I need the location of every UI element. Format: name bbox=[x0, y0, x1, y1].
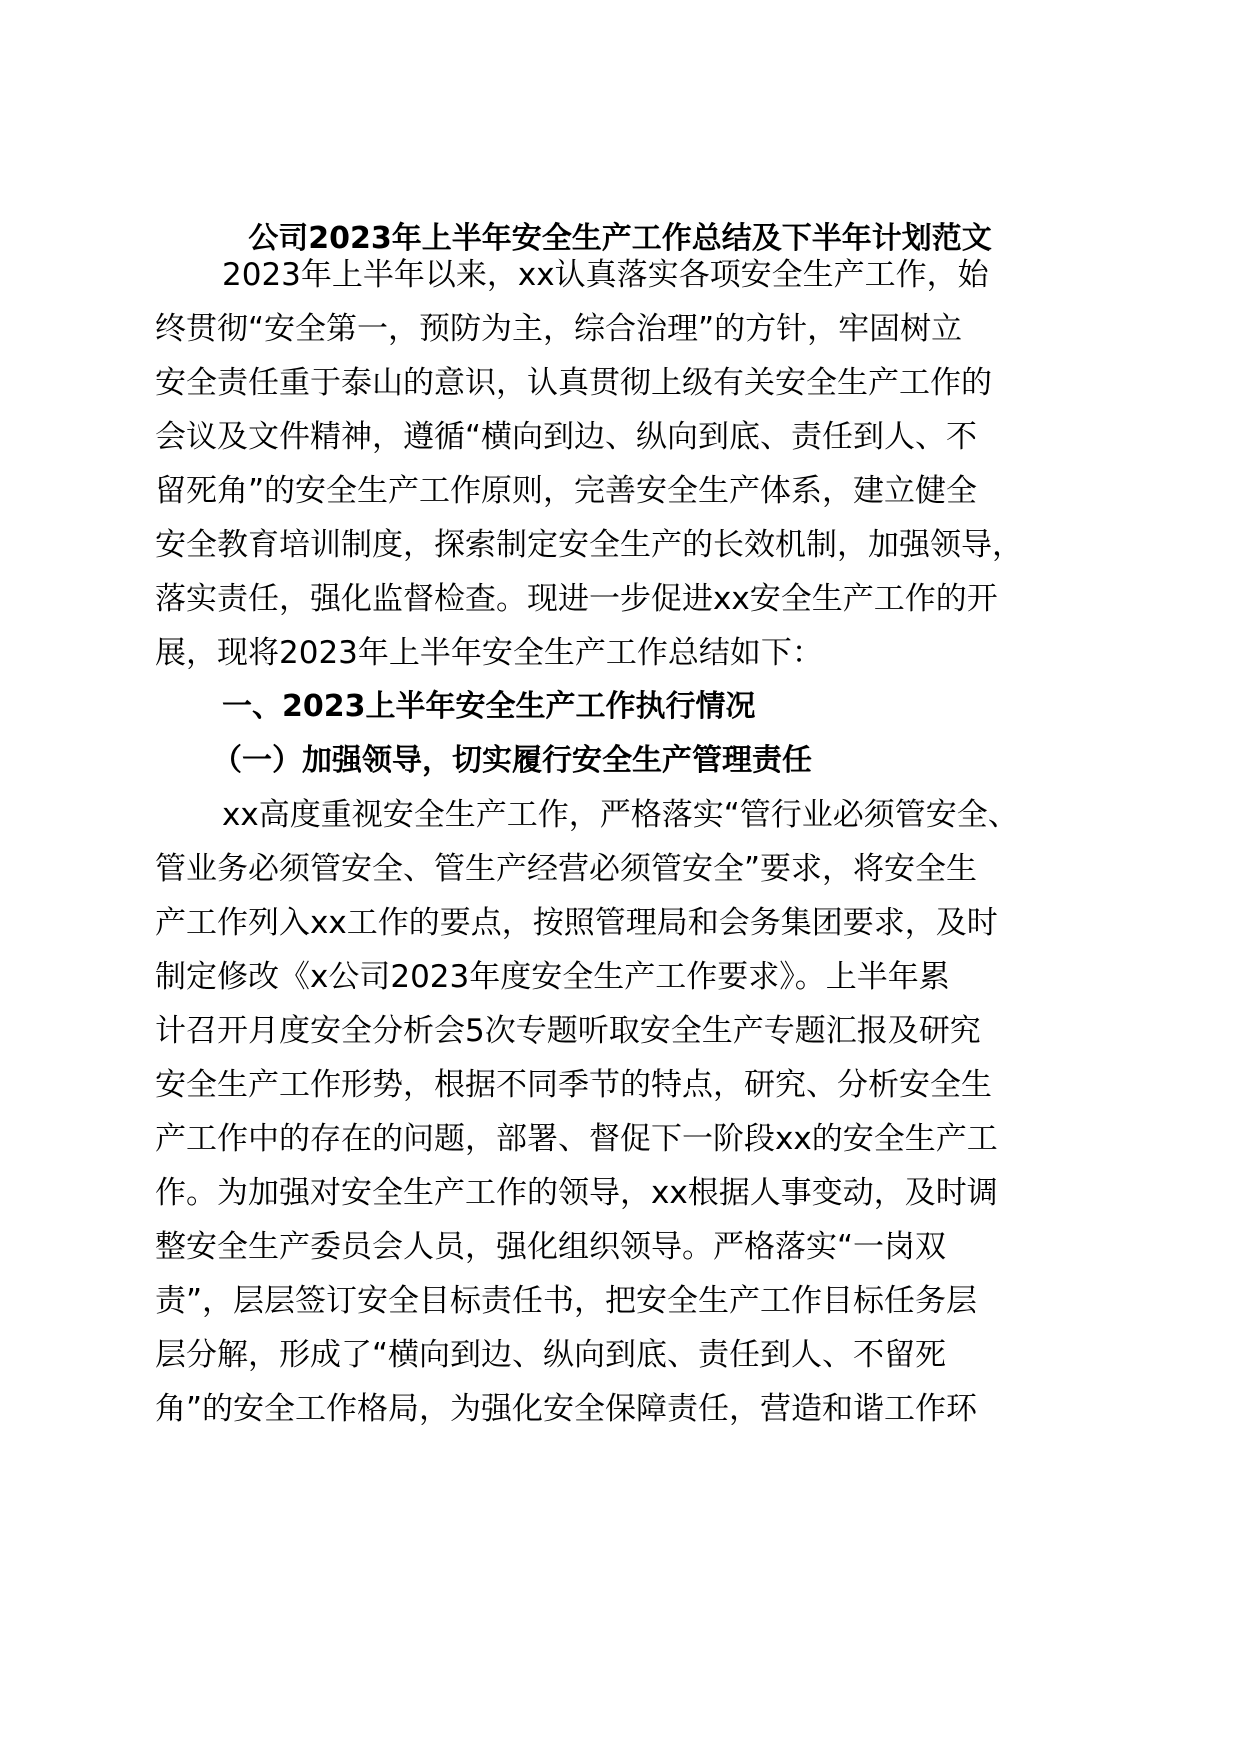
intro-line: 终贯彻“安全第一，预防为主，综合治理”的方针，牢固树立 bbox=[155, 311, 963, 347]
subsection-heading: （一）加强领导，切实履行安全生产管理责任 bbox=[212, 743, 812, 778]
body-line: 角”的安全工作格局，为强化安全保障责任，营造和谐工作环 bbox=[155, 1391, 978, 1427]
intro-line: 展，现将2023年上半年安全生产工作总结如下： bbox=[155, 635, 823, 671]
intro-line: 落实责任，强化监督检查。现进一步促进xx安全生产工作的开 bbox=[155, 581, 998, 617]
intro-line: 留死角”的安全生产工作原则，完善安全生产体系，建立健全 bbox=[155, 473, 978, 509]
body-line: 层分解，形成了“横向到边、纵向到底、责任到人、不留死 bbox=[155, 1337, 947, 1373]
body-line: 制定修改《x公司2023年度安全生产工作要求》。上半年累 bbox=[155, 959, 950, 995]
body-line: 责”，层层签订安全目标责任书，把安全生产工作目标任务层 bbox=[155, 1283, 978, 1319]
section-heading: 一、2023上半年安全生产工作执行情况 bbox=[222, 689, 756, 724]
body-line: xx高度重视安全生产工作，严格落实“管行业必须管安全、 bbox=[222, 797, 1019, 833]
intro-line: 会议及文件精神，遵循“横向到边、纵向到底、责任到人、不 bbox=[155, 419, 978, 455]
body-line: 计召开月度安全分析会5次专题听取安全生产专题汇报及研究 bbox=[155, 1013, 981, 1049]
intro-line: 安全责任重于泰山的意识，认真贯彻上级有关安全生产工作的 bbox=[155, 365, 992, 401]
document-title: 公司2023年上半年安全生产工作总结及下半年计划范文 bbox=[248, 221, 992, 256]
body-line: 整安全生产委员会人员，强化组织领导。严格落实“一岗双 bbox=[155, 1229, 947, 1265]
body-line: 安全生产工作形势，根据不同季节的特点，研究、分析安全生 bbox=[155, 1067, 992, 1103]
body-line: 作。为加强对安全生产工作的领导，xx根据人事变动，及时调 bbox=[155, 1175, 998, 1211]
body-line: 产工作列入xx工作的要点，按照管理局和会务集团要求，及时 bbox=[155, 905, 998, 941]
body-line: 管业务必须管安全、管生产经营必须管安全”要求，将安全生 bbox=[155, 851, 978, 887]
body-line: 产工作中的存在的问题，部署、督促下一阶段xx的安全生产工 bbox=[155, 1121, 998, 1157]
intro-line: 2023年上半年以来，xx认真落实各项安全生产工作，始 bbox=[222, 257, 989, 293]
intro-line: 安全教育培训制度，探索制定安全生产的长效机制，加强领导， bbox=[155, 527, 1023, 563]
